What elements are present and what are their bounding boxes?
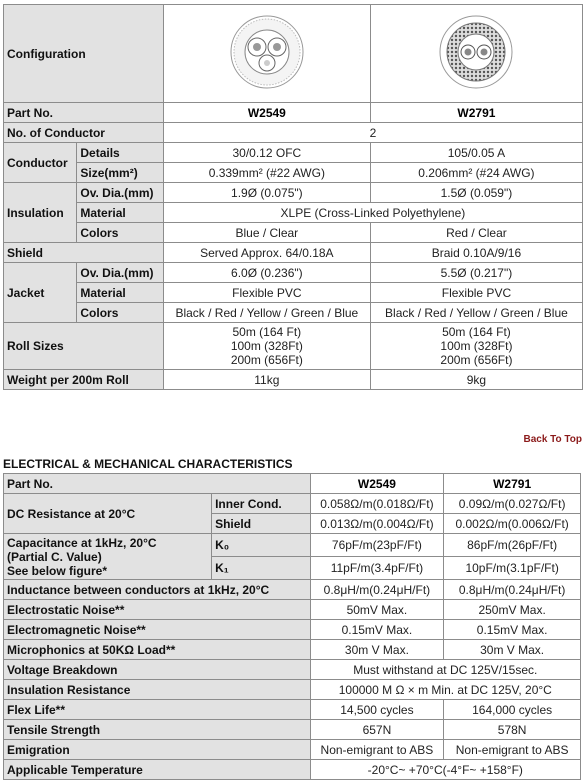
no-of-conductor-value: 2 bbox=[164, 123, 582, 142]
flex-life-label: Flex Life** bbox=[4, 700, 310, 719]
capacitance-label bbox=[4, 534, 211, 579]
cross-section-w2549 bbox=[164, 5, 370, 102]
cable-cross-section-braided-icon bbox=[438, 14, 514, 90]
flex-life-w2791: 164,000 cycles bbox=[444, 700, 580, 719]
roll-size-line: 50m (164 Ft) bbox=[442, 325, 511, 339]
roll-size-line: 50m (164 Ft) bbox=[232, 325, 302, 339]
applicable-temperature-value: -20°C~ +70°C(-4°F~ +158°F) bbox=[311, 760, 580, 779]
applicable-temperature-label: Applicable Temperature bbox=[4, 760, 310, 779]
part-no-w2791: W2791 bbox=[371, 103, 582, 122]
insulation-ovdia-w2791: 1.5Ø (0.059") bbox=[371, 183, 582, 202]
electrical-characteristics-table bbox=[3, 473, 581, 780]
cable-spec-table bbox=[3, 4, 583, 390]
jacket-ovdia-w2791: 5.5Ø (0.217") bbox=[371, 263, 582, 282]
elec-part-no-w2791: W2791 bbox=[444, 474, 580, 493]
dc-shield-w2549: 0.013Ω/m(0.004Ω/Ft) bbox=[311, 514, 444, 533]
electromagnetic-noise-w2791: 0.15mV Max. bbox=[444, 620, 580, 639]
dc-shield-label: Shield bbox=[212, 514, 310, 533]
insulation-material-label: Material bbox=[77, 203, 162, 222]
microphonics-w2791: 30m V Max. bbox=[444, 640, 580, 659]
conductor-details-w2549: 30/0.12 OFC bbox=[164, 143, 370, 162]
part-no-label: Part No. bbox=[4, 103, 163, 122]
microphonics-label: Microphonics at 50KΩ Load** bbox=[4, 640, 310, 659]
conductor-label: Conductor bbox=[4, 143, 76, 182]
jacket-colors-w2791: Black / Red / Yellow / Green / Blue bbox=[371, 303, 582, 322]
jacket-material-label: Material bbox=[77, 283, 162, 302]
k1-w2791: 10pF/m(3.1pF/Ft) bbox=[444, 557, 580, 579]
jacket-ovdia-w2549: 6.0Ø (0.236") bbox=[164, 263, 370, 282]
conductor-size-label: Size(mm²) bbox=[77, 163, 162, 182]
elec-part-no-label: Part No. bbox=[4, 474, 310, 493]
shield-w2791: Braid 0.10A/9/16 bbox=[371, 243, 582, 262]
insulation-label: Insulation bbox=[4, 183, 76, 242]
dc-resistance-label: DC Resistance at 20°C bbox=[4, 494, 211, 533]
voltage-breakdown-value: Must withstand at DC 125V/15sec. bbox=[311, 660, 580, 679]
no-of-conductor-label: No. of Conductor bbox=[4, 123, 163, 142]
weight-label: Weight per 200m Roll bbox=[4, 370, 163, 389]
jacket-colors-w2549: Black / Red / Yellow / Green / Blue bbox=[164, 303, 370, 322]
shield-label: Shield bbox=[4, 243, 163, 262]
k1-w2549: 11pF/m(3.4pF/Ft) bbox=[311, 557, 444, 579]
weight-w2549: 11kg bbox=[164, 370, 370, 389]
emigration-w2549: Non-emigrant to ABS bbox=[311, 740, 444, 759]
k0-w2791: 86pF/m(26pF/Ft) bbox=[444, 534, 580, 556]
electromagnetic-noise-w2549: 0.15mV Max. bbox=[311, 620, 444, 639]
cross-section-w2791 bbox=[371, 5, 582, 102]
electrostatic-noise-w2549: 50mV Max. bbox=[311, 600, 444, 619]
electromagnetic-noise-label: Electromagnetic Noise** bbox=[4, 620, 310, 639]
k1-label: K₁ bbox=[212, 557, 310, 579]
emigration-label: Emigration bbox=[4, 740, 310, 759]
back-to-top-link[interactable]: Back To Top bbox=[523, 434, 582, 445]
jacket-colors-label: Colors bbox=[77, 303, 162, 322]
inductance-w2791: 0.8μH/m(0.24μH/Ft) bbox=[444, 580, 580, 599]
conductor-size-w2791: 0.206mm² (#24 AWG) bbox=[371, 163, 582, 182]
dc-shield-w2791: 0.002Ω/m(0.006Ω/Ft) bbox=[444, 514, 580, 533]
weight-w2791: 9kg bbox=[371, 370, 582, 389]
capacitance-line2: (Partial C. Value) bbox=[7, 549, 102, 564]
insulation-material-value: XLPE (Cross-Linked Polyethylene) bbox=[164, 203, 582, 222]
dc-inner-w2549: 0.058Ω/m(0.018Ω/Ft) bbox=[311, 494, 444, 513]
configuration-label: Configuration bbox=[4, 5, 163, 102]
capacitance-line3: See below figure* bbox=[7, 563, 108, 578]
roll-sizes-w2549 bbox=[164, 323, 370, 369]
electrostatic-noise-label: Electrostatic Noise** bbox=[4, 600, 310, 619]
roll-size-line: 200m (656Ft) bbox=[440, 353, 513, 367]
conductor-details-w2791: 105/0.05 A bbox=[371, 143, 582, 162]
dc-inner-label: Inner Cond. bbox=[212, 494, 310, 513]
flex-life-w2549: 14,500 cycles bbox=[311, 700, 444, 719]
insulation-colors-label: Colors bbox=[77, 223, 162, 242]
insulation-ovdia-w2549: 1.9Ø (0.075") bbox=[164, 183, 370, 202]
tensile-strength-w2549: 657N bbox=[311, 720, 444, 739]
roll-size-line: 100m (328Ft) bbox=[440, 339, 513, 353]
insulation-colors-w2549: Blue / Clear bbox=[164, 223, 370, 242]
capacitance-line1: Capacitance at 1kHz, 20°C bbox=[7, 535, 157, 550]
tensile-strength-label: Tensile Strength bbox=[4, 720, 310, 739]
dc-inner-w2791: 0.09Ω/m(0.027Ω/Ft) bbox=[444, 494, 580, 513]
electrostatic-noise-w2791: 250mV Max. bbox=[444, 600, 580, 619]
inductance-w2549: 0.8μH/m(0.24μH/Ft) bbox=[311, 580, 444, 599]
conductor-details-label: Details bbox=[77, 143, 162, 162]
k0-w2549: 76pF/m(23pF/Ft) bbox=[311, 534, 444, 556]
jacket-ovdia-label: Ov. Dia.(mm) bbox=[77, 263, 162, 282]
section-title: ELECTRICAL & MECHANICAL CHARACTERISTICS bbox=[3, 457, 293, 471]
roll-size-line: 100m (328Ft) bbox=[230, 339, 303, 353]
insulation-resistance-value: 100000 M Ω × m Min. at DC 125V, 20°C bbox=[311, 680, 580, 699]
emigration-w2791: Non-emigrant to ABS bbox=[444, 740, 580, 759]
roll-sizes-label: Roll Sizes bbox=[4, 323, 163, 369]
insulation-colors-w2791: Red / Clear bbox=[371, 223, 582, 242]
part-no-w2549: W2549 bbox=[164, 103, 370, 122]
jacket-material-w2549: Flexible PVC bbox=[164, 283, 370, 302]
insulation-resistance-label: Insulation Resistance bbox=[4, 680, 310, 699]
elec-part-no-w2549: W2549 bbox=[311, 474, 444, 493]
microphonics-w2549: 30m V Max. bbox=[311, 640, 444, 659]
voltage-breakdown-label: Voltage Breakdown bbox=[4, 660, 310, 679]
roll-size-line: 200m (656Ft) bbox=[230, 353, 303, 367]
k0-label: K₀ bbox=[212, 534, 310, 556]
cable-cross-section-2-conductor-icon bbox=[229, 14, 305, 90]
insulation-ovdia-label: Ov. Dia.(mm) bbox=[77, 183, 162, 202]
jacket-material-w2791: Flexible PVC bbox=[371, 283, 582, 302]
tensile-strength-w2791: 578N bbox=[444, 720, 580, 739]
inductance-label: Inductance between conductors at 1kHz, 20°C bbox=[4, 580, 310, 599]
shield-w2549: Served Approx. 64/0.18A bbox=[164, 243, 370, 262]
conductor-size-w2549: 0.339mm² (#22 AWG) bbox=[164, 163, 370, 182]
roll-sizes-w2791 bbox=[371, 323, 582, 369]
jacket-label: Jacket bbox=[4, 263, 76, 322]
